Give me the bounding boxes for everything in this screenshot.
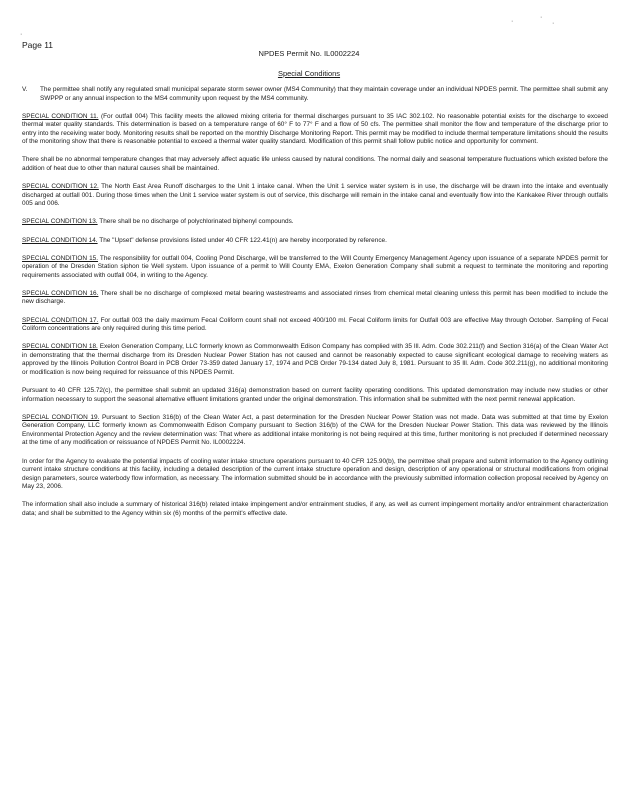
special-condition-15: [22, 255, 608, 281]
condition-text: The responsibility for outfall 004, Cooling Pond Discharge, will be transferred to the Will County Emergency Management Agency upon issuance of a separate NPDES permit for operation of the Dresden Station siphon tie Well system. Upon issuance of a permit to Will County EMA, Exelon Generation Company shall submit a request to terminate the monitoring and reporting requirements associated with outfall 004, in writing to the Agency.: [22, 254, 608, 279]
scan-speck: ·: [552, 20, 555, 27]
condition-text: The North East Area Runoff discharges to the Unit 1 intake canal. When the Unit 1 service water system is in use, the discharge will be drawn into the intake and eventually discharged at outfall 001. During those times when the Unit 1 service water system is out of service, this discharge will remain in the intake canal and eventually flow into the Kankakee River through outfalls 005 and 006.: [22, 183, 608, 208]
condition-text: There shall be no discharge of polychlorinated biphenyl compounds.: [97, 218, 294, 226]
page-number: Page 11: [22, 40, 54, 50]
special-condition-19: [22, 414, 608, 448]
scan-speck: ·: [20, 31, 23, 38]
paragraph-v: [22, 86, 608, 103]
intake-summary-paragraph: [22, 501, 608, 518]
paragraph-text: The permittee shall notify any regulated small municipal separate storm sewer owner (MS4 Community) that they maintain coverage under an individual NPDES permit. The permittee shall submit any SWPPP or any annual inspection to the MS4 community upon request by the MS4 community.: [40, 86, 608, 102]
scan-speck: ·: [511, 18, 514, 25]
condition-text: (For outfall 004) This facility meets the allowed mixing criteria for thermal discharges pursuant to 35 IAC 302.102. No reasonable potential exists for the discharge to exceed thermal water quality standards. This determination is based on a temperature range of 60° F to 77° F and a flow of 50 cfs. The permittee shall monitor the flow and temperature of the discharge prior to entry into the receiving water body. Monitoring results shall be reported on the monthly Discharge Monitoring Report. This permit may be modified to include thermal temperature limitations should the results of the monitoring show that there is reasonable potential to exceed a thermal water quality standard. Modification of this permit shall follow public notice and opportunity for comment.: [22, 112, 608, 146]
paragraph-text: In order for the Agency to evaluate the potential impacts of cooling water intake structure operations pursuant to 40 CFR 125.90(b), the permittee shall prepare and submit information to the Agency outlining current intake structure conditions at this facility, including a detailed description of the current intake structure operation and design, description of any operational or structural modifications from original design parameters, source waterbody flow information, as necessary. The information submitted should be in accordance with the previously submitted information collection proposal received by Agency on May 23, 2006.: [22, 457, 608, 491]
intake-evaluation-paragraph: [22, 458, 608, 492]
special-condition-12: [22, 183, 608, 209]
paragraph-marker: V.: [22, 86, 28, 93]
condition-heading: SPECIAL CONDITION 13.: [22, 218, 98, 226]
condition-text: Pursuant to Section 316(b) of the Clean Water Act, a past determination for the Dresden Nuclear Power Station was not made. Data was submitted at that time by Exelon Generation Company, LLC formerly known as Commonwealth Edison Company pursuant to Section 316(b) of the CWA for the Dresden Nuclear Power Station. This data was reviewed by the Illinois Environmental Protection Agency and the review determination was: That where as additional intake monitoring is not being required at this time, further monitoring is not precluded if determined necessary at the time of any modification or reissuance of NPDES Permit No. IL0002224.: [22, 413, 608, 447]
condition-text: For outfall 003 the daily maximum Fecal Coliform count shall not exceed 400/100 ml. Fecal Coliform limits for Outfall 003 are effective May through October. Sampling of Fecal Coliform concentrations are only required during this time period.: [22, 316, 608, 333]
condition-heading: SPECIAL CONDITION 19.: [22, 413, 100, 421]
paragraph-text: Pursuant to 40 CFR 125.72(c), the permittee shall submit an updated 316(a) demonstration based on current facility operating conditions. This updated demonstration may include new studies or other information necessary to support the seasonal alternative effluent limitations granted under the original demonstration. This information shall be submitted with the next permit renewal application.: [22, 387, 608, 403]
special-condition-14: [22, 237, 608, 246]
special-condition-11: [22, 113, 608, 147]
condition-heading: SPECIAL CONDITION 12.: [22, 183, 99, 191]
section-title: Special Conditions: [277, 69, 341, 78]
demonstration-paragraph: [22, 387, 608, 404]
condition-heading: SPECIAL CONDITION 17.: [22, 316, 99, 324]
condition-text: There shall be no discharge of complexed metal bearing wastestreams and associated rinses from chemical metal cleaning unless this permit has been modified to include the new discharge.: [22, 289, 608, 306]
special-condition-13: [22, 218, 608, 227]
permit-number: NPDES Permit No. IL0002224: [258, 49, 360, 58]
condition-heading: SPECIAL CONDITION 15.: [22, 254, 99, 262]
condition-heading: SPECIAL CONDITION 16.: [22, 289, 99, 297]
condition-heading: SPECIAL CONDITION 11.: [22, 112, 99, 120]
paragraph-text: The information shall also include a summary of historical 316(b) related intake impingement and/or entrainment studies, if any, as well as current impingement mortality and/or entrainment characterization data; and shall be submitted to the Agency within six (6) months of the permit's effective date.: [22, 501, 608, 517]
document-body: [22, 86, 608, 528]
condition-text: The "Upset" defense provisions listed under 40 CFR 122.41(n) are hereby incorporated by reference.: [97, 236, 387, 244]
condition-heading: SPECIAL CONDITION 18.: [22, 343, 98, 351]
special-condition-18: [22, 343, 608, 377]
special-condition-17: [22, 317, 608, 334]
special-condition-16: [22, 290, 608, 307]
condition-text: Exelon Generation Company, LLC formerly known as Commonwealth Edison Company has complied with 35 Ill. Adm. Code 302.211(f) and Section 316(a) of the Clean Water Act in demonstrating that the thermal discharge from its Dresden Nuclear Power Station has not caused and cannot be reasonably expected to cause significant ecological damage to receiving waters as approved by the Illinois Pollution Control Board in PCB Order 73-359 dated January 17, 1974 and PCB Order 79-134 dated July 8, 1981. Pursuant to 35 Ill. Adm. Code 302.211(g), no additional monitoring or modification is now being required for reissuance of this NPDES Permit.: [22, 343, 608, 376]
scan-speck: ·: [540, 14, 543, 21]
condition-heading: SPECIAL CONDITION 14.: [22, 236, 98, 244]
paragraph-text: There shall be no abnormal temperature changes that may adversely affect aquatic life unless caused by natural conditions. The normal daily and seasonal temperature fluctuations which existed before the addition of heat due to other than natural causes shall be maintained.: [22, 156, 608, 173]
temperature-paragraph: [22, 156, 608, 173]
